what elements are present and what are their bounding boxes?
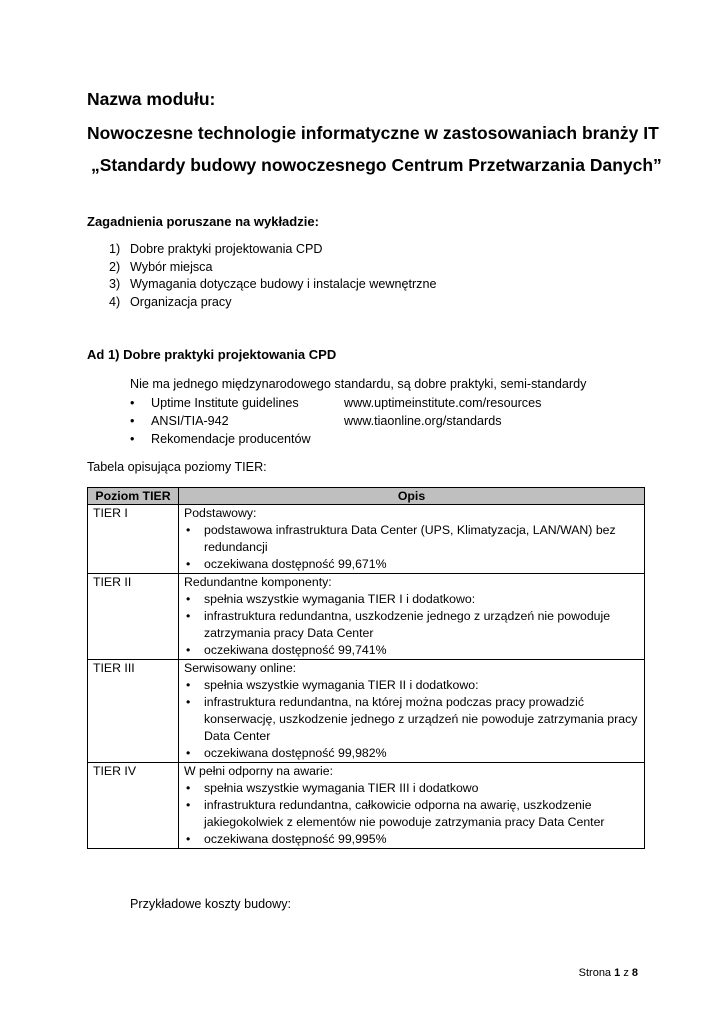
standard-url: www.uptimeinstitute.com/resources — [344, 396, 542, 410]
topics-heading: Zagadnienia poruszane na wykładzie: — [87, 214, 319, 229]
page-footer — [579, 967, 638, 979]
table-row — [88, 763, 645, 849]
list-item-text: Organizacja pracy — [130, 295, 232, 310]
table-row — [88, 505, 645, 574]
bullet-icon: • — [130, 396, 135, 410]
footer-of-word: z — [623, 967, 629, 979]
tier-description — [179, 763, 645, 849]
list-item — [87, 294, 647, 312]
standard-name: Uptime Institute guidelines — [151, 396, 299, 410]
tier-item: • infrastruktura redundantna, całkowicie odporna na awarię, uszkodzenie jakiegokolwiek z elementów nie powoduje zatrzymania pracy Data Center — [184, 797, 639, 831]
tier-level: TIER IV — [88, 763, 179, 849]
list-item — [130, 431, 650, 449]
table-row — [88, 660, 645, 763]
list-item-text: Wybór miejsca — [130, 259, 213, 274]
bullet-icon: • — [130, 414, 135, 428]
tier-items — [184, 522, 639, 573]
tier-description — [179, 660, 645, 763]
tier-item: • spełnia wszystkie wymagania TIER I i dodatkowo: — [184, 591, 639, 608]
tier-item: • infrastruktura redundantna, uszkodzenie jednego z urządzeń nie powoduje zatrzymania pracy Data Center — [184, 608, 639, 642]
tier-title: W pełni odporny na awarie: — [184, 764, 334, 778]
tier-item: • podstawowa infrastruktura Data Center (UPS, Klimatyzacja, LAN/WAN) bez redundancji — [184, 522, 639, 556]
list-item — [87, 276, 647, 294]
tier-level: TIER II — [88, 574, 179, 660]
footer-page-word: Strona — [578, 967, 612, 979]
column-header-level: Poziom TIER — [88, 488, 179, 505]
tier-item: • oczekiwana dostępność 99,995% — [184, 831, 639, 848]
list-number: 4) — [109, 295, 121, 310]
tier-title: Serwisowany online: — [184, 661, 297, 675]
standard-url: www.tiaonline.org/standards — [344, 414, 502, 428]
standard-name: ANSI/TIA-942 — [151, 414, 229, 428]
list-number: 1) — [109, 242, 121, 256]
list-item — [87, 241, 647, 259]
tier-title: Redundantne komponenty: — [184, 575, 332, 589]
footer-current-page: 1 — [614, 967, 621, 979]
topics-list — [87, 241, 647, 312]
section1-intro: Nie ma jednego międzynarodowego standardu, są dobre praktyki, semi-standardy — [130, 377, 587, 391]
tier-items — [184, 780, 639, 848]
tier-items — [184, 677, 639, 762]
table-caption: Tabela opisująca poziomy TIER: — [87, 460, 267, 474]
section1-heading: Ad 1) Dobre praktyki projektowania CPD — [87, 347, 337, 362]
standard-name: Rekomendacje producentów — [151, 432, 311, 446]
module-name: Nowoczesne technologie informatyczne w zastosowaniach branży IT — [87, 123, 659, 143]
module-label: Nazwa modułu: — [87, 89, 216, 109]
list-item — [87, 259, 647, 277]
tier-description — [179, 574, 645, 660]
tier-item: • infrastruktura redundantna, na której można podczas pracy prowadzić konserwację, uszkodzenie jednego z urządzeń nie powoduje zatrzymania pracy Data Center — [184, 694, 639, 745]
list-number: 2) — [109, 259, 121, 274]
table-header-row — [88, 488, 645, 505]
tier-level: TIER I — [88, 505, 179, 574]
tier-item: • oczekiwana dostępność 99,741% — [184, 642, 639, 659]
tier-level: TIER III — [88, 660, 179, 763]
tier-item: • spełnia wszystkie wymagania TIER III i dodatkowo — [184, 780, 639, 797]
costs-label: Przykładowe koszty budowy: — [130, 897, 291, 911]
tier-description — [179, 505, 645, 574]
tier-item: • spełnia wszystkie wymagania TIER II i dodatkowo: — [184, 677, 639, 694]
tier-item: • oczekiwana dostępność 99,982% — [184, 745, 639, 762]
table-row — [88, 574, 645, 660]
tier-table — [87, 487, 645, 849]
standards-list — [130, 395, 650, 449]
list-number: 3) — [109, 277, 121, 292]
list-item — [130, 413, 650, 431]
tier-item: • oczekiwana dostępność 99,671% — [184, 556, 639, 573]
column-header-desc: Opis — [179, 488, 645, 505]
list-item-text: Dobre praktyki projektowania CPD — [130, 242, 323, 256]
lecture-title: „Standardy budowy nowoczesnego Centrum Przetwarzania Danych” — [91, 155, 662, 175]
list-item — [130, 395, 650, 413]
bullet-icon: • — [130, 432, 135, 446]
list-item-text: Wymagania dotyczące budowy i instalacje wewnętrzne — [130, 277, 437, 292]
footer-total-pages: 8 — [631, 967, 638, 979]
tier-items — [184, 591, 639, 659]
tier-title: Podstawowy: — [184, 506, 257, 520]
